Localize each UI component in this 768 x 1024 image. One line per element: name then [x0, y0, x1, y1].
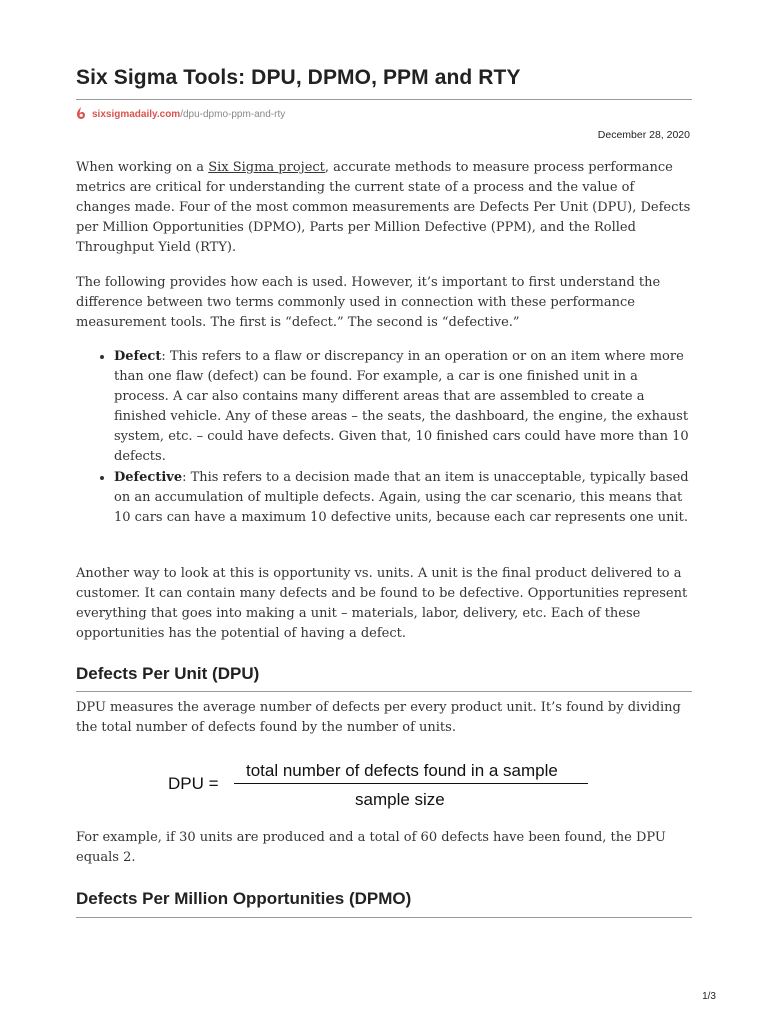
page-title: Six Sigma Tools: DPU, DPMO, PPM and RTY [76, 66, 521, 89]
site-logo-icon [76, 107, 86, 119]
source-url[interactable] [76, 107, 285, 120]
title-divider [76, 99, 692, 100]
formula-lhs: DPU = [168, 774, 219, 793]
source-domain: sixsigmadaily.com [92, 109, 181, 120]
source-path: /dpu-dpmo-ppm-and-rty [180, 109, 286, 120]
publish-date: December 28, 2020 [597, 129, 690, 141]
list-item-defect: • Defect: This refers to a flaw or discrepancy in an operation or on an item where more than one flaw (defect) can be found. For example, a car is one finished unit in a process. A car also contains many different areas that are assembled to create a finished vehicle. Any of these areas – the seats, the dashboard, the engine, the exhaust system, etc. – could have defects. Given that, 10 finished cars could have more than 10 defects. [114, 347, 692, 468]
intro-paragraph-1: When working on a Six Sigma project, accurate methods to measure process performance metrics are critical for understanding the current state of a process and the value of changes made. Four of the most common measurements are Defects Per Unit (DPU), Defects per Million Opportunities (DPMO), Parts per Million Defective (PPM), and the Rolled Throughput Yield (RTY). [76, 160, 691, 256]
term-defective: Defective [114, 469, 183, 485]
term-defect: Defect [114, 349, 162, 364]
formula-numerator: total number of defects found in a sample [246, 761, 558, 780]
definitions-list [76, 347, 692, 528]
dpu-formula [168, 758, 608, 814]
dpu-description: DPU measures the average number of defects per every product unit. It’s found by dividing the total number of defects found by the number of units. [76, 700, 681, 736]
dpmo-divider [76, 917, 692, 918]
intro-paragraph-2: The following provides how each is used. However, it’s important to first understand the difference between two terms commonly used in connection with these performance measurement tools. The first is “defect.” The second is “defective.” [76, 275, 661, 331]
opportunity-paragraph: Another way to look at this is opportunity vs. units. A unit is the final product delivered to a customer. It can contain many defects and be found to be defective. Opportunities represent everything that goes into making a unit – materials, labor, delivery, etc. Each of these opportunities has the potential of having a defect. [76, 566, 688, 642]
list-item-defective: • Defective: This refers to a decision made that an item is unacceptable, typically based on an accumulation of multiple defects. Again, using the car scenario, this means that 10 cars can have a maximum 10 defective units, because each car represents one unit. [114, 468, 692, 528]
fraction-bar [234, 783, 588, 784]
dpu-heading: Defects Per Unit (DPU) [76, 664, 260, 683]
dpmo-heading: Defects Per Million Opportunities (DPMO) [76, 889, 412, 908]
formula-denominator: sample size [355, 790, 445, 809]
page-number: 1/3 [702, 991, 716, 1002]
six-sigma-project-link[interactable]: Six Sigma project [208, 160, 325, 175]
dpu-example: For example, if 30 units are produced and a total of 60 defects have been found, the DPU equals 2. [76, 830, 666, 866]
dpu-divider [76, 691, 692, 692]
